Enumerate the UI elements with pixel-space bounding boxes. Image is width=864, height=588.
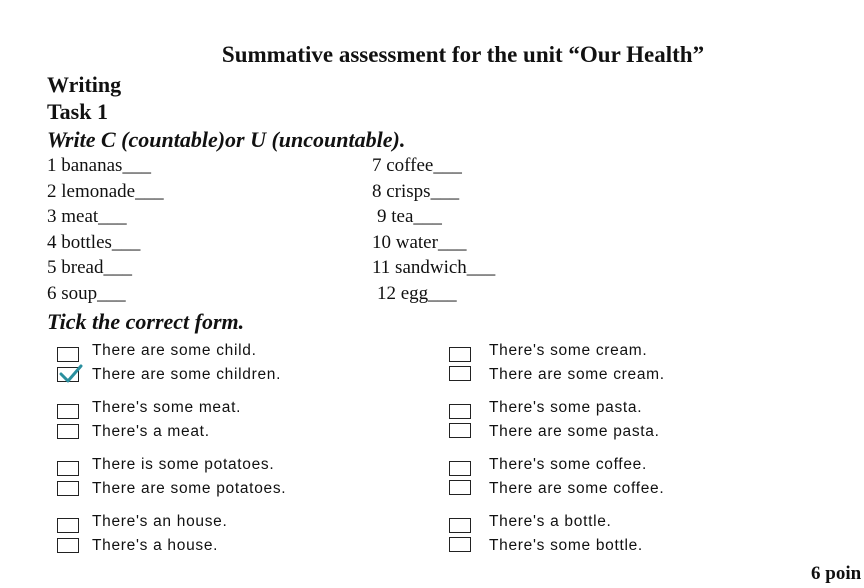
word-item: 12 egg___: [377, 283, 457, 304]
checkbox-checked[interactable]: [57, 367, 79, 382]
checkbox[interactable]: [449, 423, 471, 438]
checkbox[interactable]: [57, 347, 79, 362]
checkbox[interactable]: [449, 404, 471, 419]
checkbox[interactable]: [57, 481, 79, 496]
checkbox[interactable]: [57, 404, 79, 419]
checkbox[interactable]: [449, 461, 471, 476]
page-title: Summative assessment for the unit “Our Health”: [221, 42, 705, 67]
checkmark-icon: [59, 364, 83, 384]
word-item: 8 crisps___: [372, 181, 460, 202]
option-label: There are some coffee.: [489, 480, 665, 497]
word-item: 9 tea___: [377, 206, 442, 227]
word-item: 11 sandwich___: [372, 257, 496, 278]
task-heading: Task 1: [47, 99, 108, 124]
option-label: There are some potatoes.: [92, 480, 287, 497]
checkbox[interactable]: [449, 480, 471, 495]
option-label: There's some pasta.: [489, 399, 643, 416]
checkbox[interactable]: [57, 461, 79, 476]
checkbox[interactable]: [449, 366, 471, 381]
option-label: There's some bottle.: [489, 537, 643, 554]
instruction-countable: Write C (countable)or U (uncountable).: [47, 127, 406, 152]
option-label: There's some coffee.: [489, 456, 647, 473]
option-label: There are some child.: [92, 342, 257, 359]
option-label: There are some pasta.: [489, 423, 660, 440]
word-item: 6 soup___: [47, 283, 126, 304]
checkbox[interactable]: [57, 518, 79, 533]
option-label: There's an house.: [92, 513, 228, 530]
word-item: 2 lemonade___: [47, 181, 164, 202]
word-item: 3 meat___: [47, 206, 127, 227]
option-label: There's some cream.: [489, 342, 648, 359]
option-label: There are some children.: [92, 366, 282, 383]
word-item: 4 bottles___: [47, 232, 141, 253]
option-label: There's some meat.: [92, 399, 242, 416]
points-label: 6 poin: [811, 563, 862, 584]
word-item: 1 bananas___: [47, 155, 151, 176]
option-label: There's a meat.: [92, 423, 210, 440]
checkbox[interactable]: [57, 424, 79, 439]
word-item: 5 bread___: [47, 257, 132, 278]
checkbox[interactable]: [57, 538, 79, 553]
checkbox[interactable]: [449, 347, 471, 362]
word-item: 10 water___: [372, 232, 467, 253]
word-item: 7 coffee___: [372, 155, 462, 176]
option-label: There's a house.: [92, 537, 219, 554]
checkbox[interactable]: [449, 518, 471, 533]
instruction-tick: Tick the correct form.: [47, 309, 245, 334]
option-label: There's a bottle.: [489, 513, 612, 530]
option-label: There are some cream.: [489, 366, 665, 383]
section-heading: Writing: [47, 72, 122, 97]
checkbox[interactable]: [449, 537, 471, 552]
option-label: There is some potatoes.: [92, 456, 275, 473]
